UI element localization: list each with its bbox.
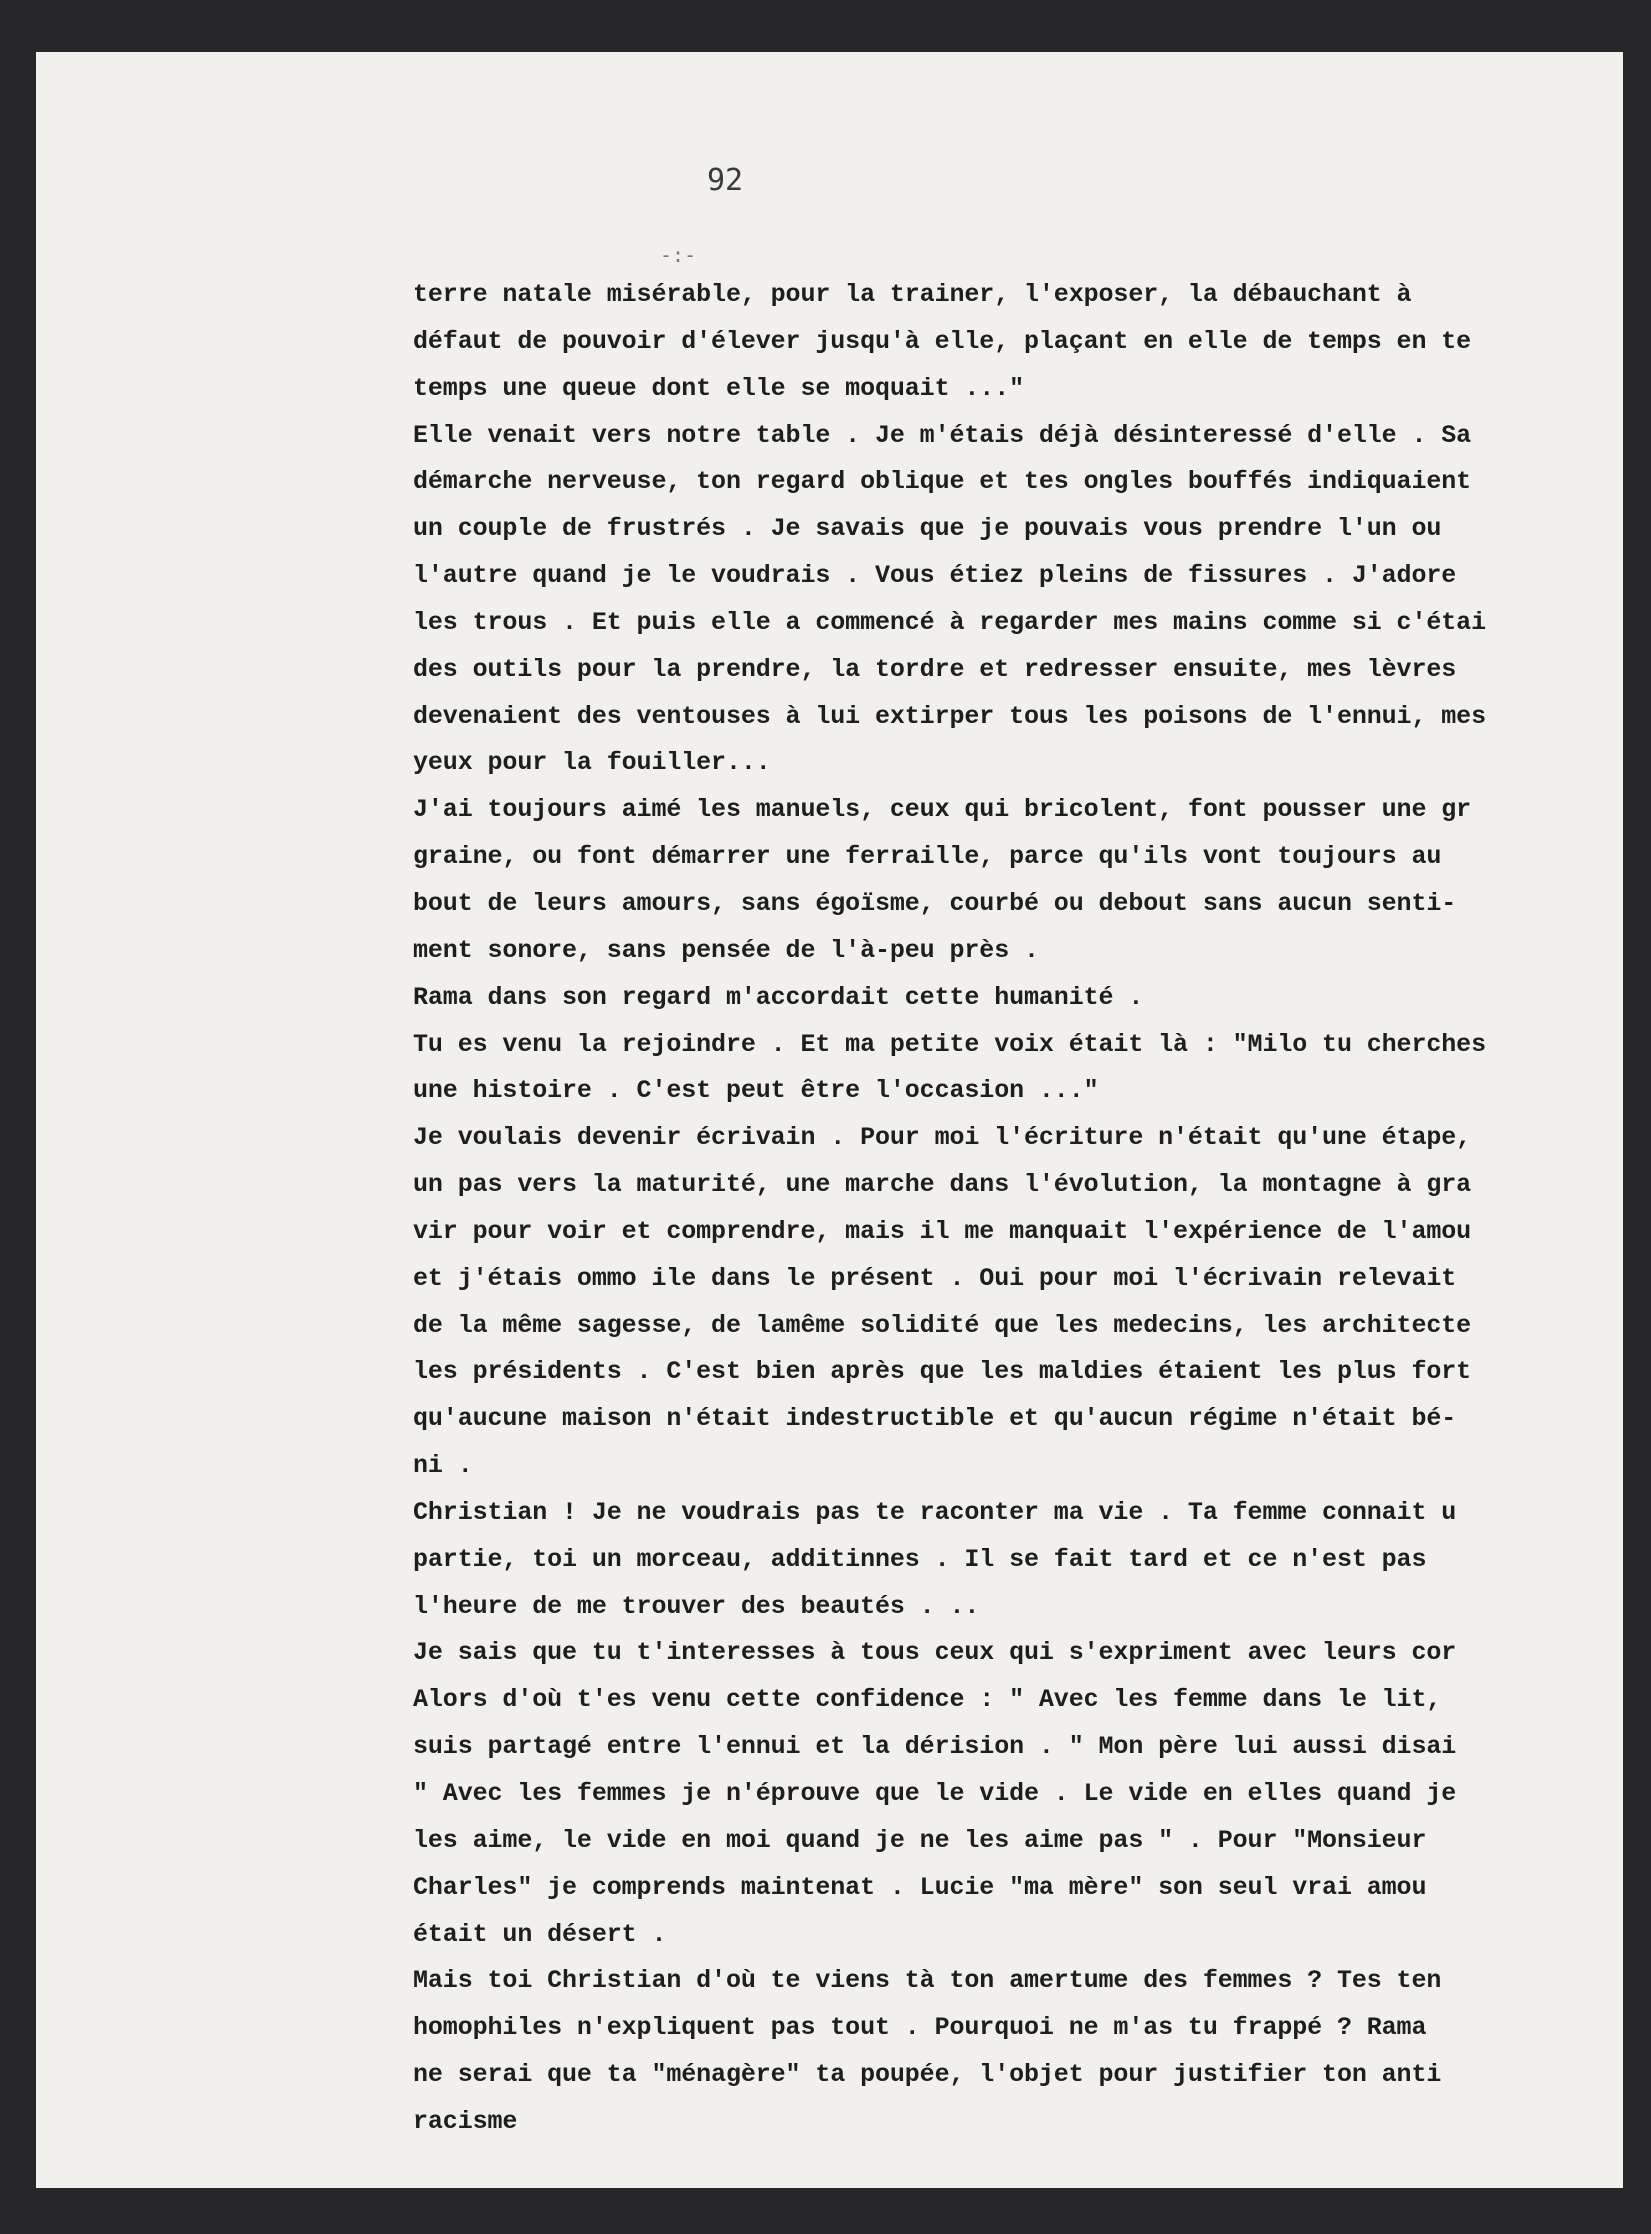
text-line: qu'aucune maison n'était indestructible et qu'aucun régime n'était bé- — [413, 1404, 1457, 1434]
text-line: partie, toi un morceau, additinnes . Il se fait tard et ce n'est pas — [413, 1544, 1427, 1574]
text-line: défaut de pouvoir d'élever jusqu'à elle, plaçant en elle de temps en te — [413, 326, 1472, 356]
text-line: de la même sagesse, de lamême solidité que les medecins, les architecte — [413, 1310, 1472, 1340]
text-line: les trous . Et puis elle a commencé à regarder mes mains comme si c'étai — [413, 607, 1486, 637]
text-line: suis partagé entre l'ennui et la dérision . " Mon père lui aussi disai — [413, 1732, 1457, 1762]
text-line: un couple de frustrés . Je savais que je pouvais vous prendre l'un ou — [413, 514, 1442, 544]
text-line: racisme — [413, 2106, 518, 2136]
text-line: terre natale misérable, pour la trainer, l'exposer, la débauchant à — [413, 280, 1412, 309]
text-line: temps une queue dont elle se moquait ..." — [413, 373, 1025, 403]
typed-text-body — [413, 272, 1651, 2146]
text-line: Je voulais devenir écrivain . Pour moi l'écriture n'était qu'une étape, — [413, 1123, 1472, 1153]
page-number: 92 — [707, 163, 744, 198]
text-line: Rama dans son regard m'accordait cette humanité . — [413, 982, 1144, 1012]
text-line: homophiles n'expliquent pas tout . Pourquoi ne m'as tu frappé ? Rama — [413, 2013, 1427, 2043]
text-line: était un désert . — [413, 1919, 667, 1949]
text-line: Alors d'où t'es venu cette confidence : " Avec les femme dans le lit, — [413, 1685, 1442, 1715]
text-line: les aime, le vide en moi quand je ne les aime pas " . Pour "Monsieur — [413, 1825, 1427, 1855]
text-line: l'autre quand je le voudrais . Vous étiez pleins de fissures . J'adore — [413, 561, 1457, 591]
text-line: devenaient des ventouses à lui extirper tous les poisons de l'ennui, mes — [413, 701, 1486, 731]
text-line: les présidents . C'est bien après que les maldies étaient les plus fort — [413, 1357, 1472, 1387]
text-line: l'heure de me trouver des beautés . .. — [413, 1591, 980, 1621]
text-line: Charles" je comprends maintenat . Lucie "ma mère" son seul vrai amou — [413, 1872, 1427, 1902]
text-line: et j'étais ommo ile dans le présent . Oui pour moi l'écrivain relevait — [413, 1263, 1457, 1293]
text-line: J'ai toujours aimé les manuels, ceux qui bricolent, font pousser une gr — [413, 795, 1472, 825]
text-line: Mais toi Christian d'où te viens tà ton amertume des femmes ? Tes ten — [413, 1966, 1442, 1996]
text-line: Elle venait vers notre table . Je m'étais déjà désinteressé d'elle . Sa — [413, 420, 1472, 450]
text-line: ni . — [413, 1451, 473, 1481]
ink-mark: -:- — [660, 243, 697, 267]
text-line: une histoire . C'est peut être l'occasion ..." — [413, 1076, 1099, 1106]
text-line: un pas vers la maturité, une marche dans l'évolution, la montagne à gra — [413, 1170, 1472, 1200]
text-line: démarche nerveuse, ton regard oblique et tes ongles bouffés indiquaient — [413, 467, 1472, 497]
page-edge-shadow — [1623, 0, 1651, 2234]
text-line: des outils pour la prendre, la tordre et redresser ensuite, mes lèvres — [413, 654, 1457, 684]
text-line: Christian ! Je ne voudrais pas te raconter ma vie . Ta femme connait u — [413, 1497, 1457, 1527]
text-line: vir pour voir et comprendre, mais il me manquait l'expérience de l'amou — [413, 1216, 1472, 1246]
text-line: " Avec les femmes je n'éprouve que le vide . Le vide en elles quand je — [413, 1779, 1457, 1808]
text-line: Je sais que tu t'interesses à tous ceux qui s'expriment avec leurs cor — [413, 1638, 1457, 1668]
text-line: ne serai que ta "ménagère" ta poupée, l'objet pour justifier ton anti — [413, 2060, 1442, 2090]
text-line: ment sonore, sans pensée de l'à-peu près . — [413, 935, 1039, 965]
text-line: bout de leurs amours, sans égoïsme, courbé ou debout sans aucun senti- — [413, 888, 1457, 918]
text-line: Tu es venu la rejoindre . Et ma petite voix était là : "Milo tu cherches — [413, 1029, 1486, 1059]
text-line: yeux pour la fouiller... — [413, 748, 771, 778]
text-line: graine, ou font démarrer une ferraille, parce qu'ils vont toujours au — [413, 842, 1442, 872]
